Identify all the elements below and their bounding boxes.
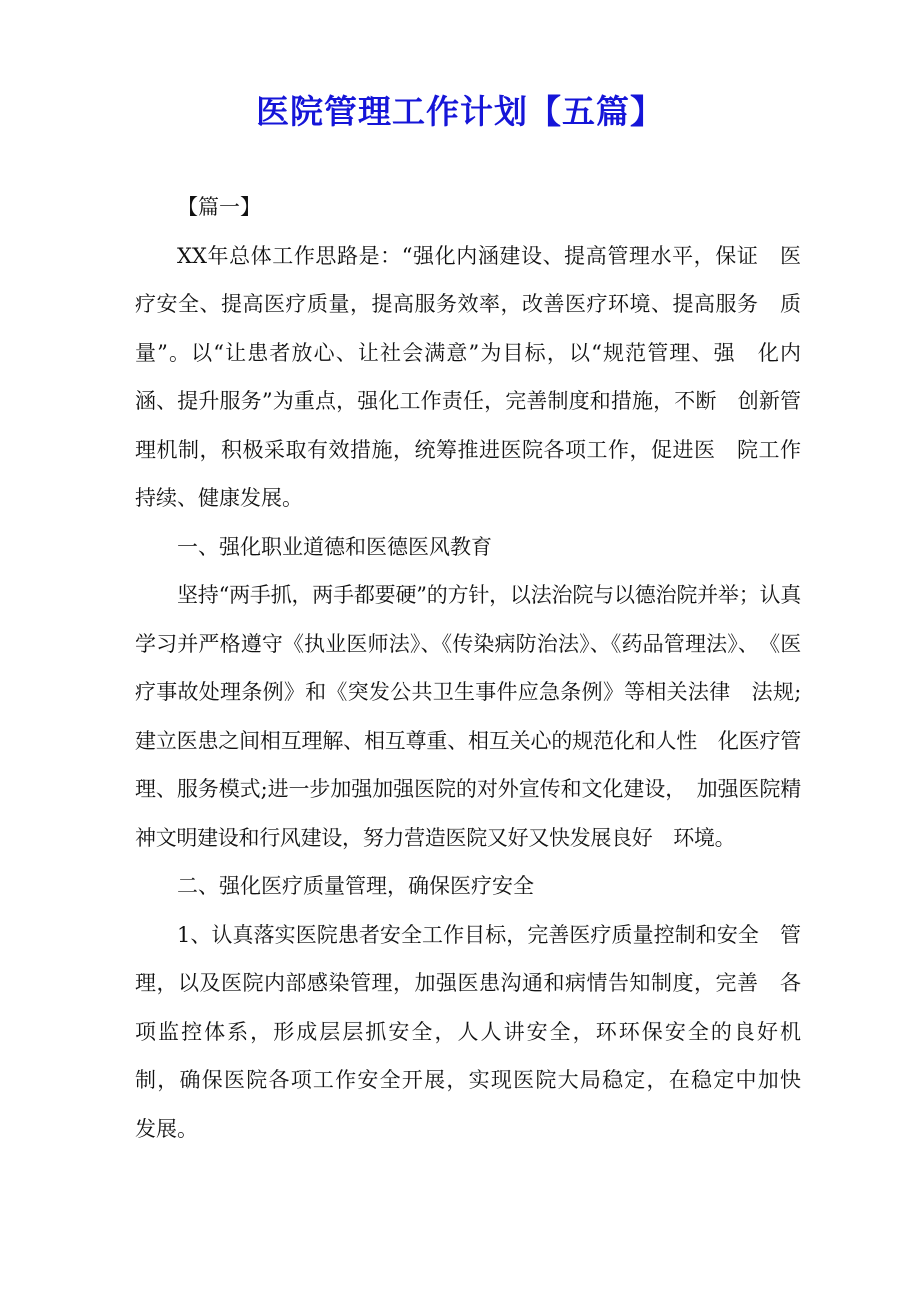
section-heading-ethics: 一、强化职业道德和医德医风教育 [177, 534, 492, 559]
document-title: 医院管理工作计划【五篇】 [256, 92, 664, 131]
paragraph-ethics: 坚持“两手抓，两手都要硬”的方针，以法治院与以德治院并举；认真学习并严格遵守《执业医师法》、《传染病防治法》、《药品管理法》、 《医疗事故处理条例》和《突发公共卫生事件应急条例》等相关法律 法规;建立医患之间相互理解、相互尊重、相互关心的规范化和人性 化医疗管理、服务模式;进一步加强加强医院的对外宣传和文化建设， 加强医院精神文明建设和行风建设，努力营造医院又好又快发展良好 环境。 [135, 583, 801, 850]
section-heading-quality: 二、强化医疗质量管理，确保医疗安全 [177, 874, 534, 898]
document-body [135, 183, 822, 1153]
part-label: 【篇一】 [177, 195, 261, 219]
paragraph-overall-approach: XX年总体工作思路是：“强化内涵建设、提高管理水平，保证 医疗安全、提高医疗质量，提高服务效率，改善医疗环境、提高服务 质量”。以“让患者放心、让社会满意”为目标，以“规范管理、强 化内涵、提升服务”为重点，强化工作责任，完善制度和措施，不断 创新管理机制，积极采取有效措施，统筹推进医院各项工作，促进医 院工作持续、健康发展。 [135, 243, 801, 510]
paragraph-safety-goals: 1、认真落实医院患者安全工作目标，完善医疗质量控制和安全 管理，以及医院内部感染管理，加强医患沟通和病情告知制度，完善 各项监控体系，形成层层抓安全，人人讲安全，环环保安全的良好机 制，确保医院各项工作安全开展，实现医院大局稳定，在稳定中加快 发展。 [135, 922, 822, 1141]
